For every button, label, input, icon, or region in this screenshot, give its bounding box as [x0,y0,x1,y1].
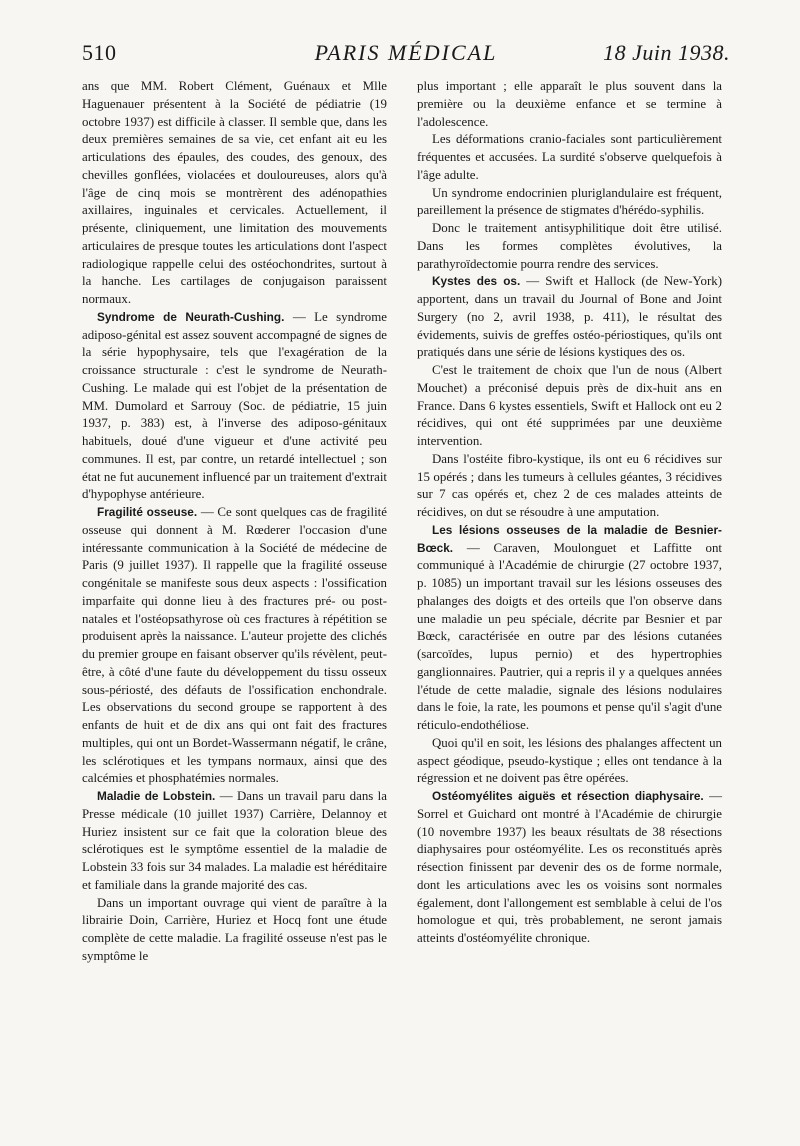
heading-kystes: Kystes des os. [432,274,521,289]
paragraph-lobstein: — Dans un travail paru dans la Presse médicale (10 juillet 1937) Carrière, Delannoy et Huriez insistent sur ce fait que la coloration bleue des sclérotiques est le symptôme essentiel de la maladie de Lobstein 33 fois sur 34 malades. La maladie est héréditaire et familiale dans la grande majorité des cas. [82,789,387,892]
section-osteomyelites [417,788,722,948]
heading-osteomyelites: Ostéomyélites aiguës et résection diaphysaire. [432,789,704,803]
heading-besnier-boeck: Les lésions osseuses de la maladie de Besnier-Bœck. [417,522,722,555]
paragraph-osteite: Dans l'ostéite fibro-kystique, ils ont eu 6 récidives sur 15 opérés ; dans les tumeurs à cellules géantes, 3 récidives sur 7 cas opérés et, chez 2 de ces malades atteints de récidives, on dut se résoudre à une amputation. [417,451,722,519]
paragraph-fragilite-osseuse: — Ce sont quelques cas de fragilité osseuse qui donnent à M. Rœderer l'occasion d'une intéressante communication à la Société de médecine de Paris (9 juillet 1937). Il rappelle que la fragilité osseuse congénitale se manifeste sous deux aspects : l'ossification imparfaite qui donne lieu à des fractures pré- ou post-natales et l'ostéopsathyrose où ces fractures à répétition se produisent après la naissance. L'auteur projette des clichés du premier groupe en faisant observer qu'ils révèlent, peut-être, à côté d'une faute du développement du tissu osseux sous-périosté, des défauts de l'ossification enchondrale. Les observations du second groupe se rapportent à des enfants de huit et de dix ans qui ont fait des fractures multiples, qui ont un Bordet-Wassermann négatif, le crâne, les sclérotiques et les tympans normaux, ainsi que des calcémies et phosphatémies normales. [82,505,387,786]
paragraph-continuation: ans que MM. Robert Clément, Guénaux et Mlle Haguenauer présentent à la Société de pédiatrie (19 octobre 1937) est difficile à classer. Il semble que, dans les deux premières semaines de sa vie, cet enfant ait eu les articulations des épaules, des coudes, des genoux, des chevilles gonflées, violacées et douloureuses, alors qu'à l'âge de cinq mois se montrèrent des adénopathies axillaires, inguinales et cervicales. Actuellement, il présente, cliniquement, une limitation des mouvements articulaires de presque toutes les articulations dont l'aspect radiologique rappelle celui des ostéochondrites, surtout à la hanche. Les cartilages de conjugaison paraissent normaux. [82,79,387,306]
section-neurath-cushing [82,309,387,504]
page-number: 510 [82,40,117,65]
heading-neurath-cushing: Syndrome de Neurath-Cushing. [97,309,285,324]
heading-lobstein: Maladie de Lobstein. [97,789,216,803]
paragraph-besnier-boeck: — Caraven, Moulonguet et Laffitte ont communiqué à l'Académie de chirurgie (27 octobre 1937, p. 1085) un important travail sur les lésions osseuses des phalanges des doigts et des orteils que l'on observe dans une maladie un peu spéciale, décrite par Besnier et par Bœck, caractérisée en outre par des lésions cutanées (sarcoïdes, lupus pernio) et des hypertrophies ganglionnaires. Pautrier, qui a repris il y a quelques années l'étude de cette maladie, signale des lésions nodulaires dans le foie, la rate, les poumons et pense qu'il s'agit d'une réticulo-endothéliose. [417,540,722,732]
section-fragilite-osseuse [82,504,387,788]
paragraph-kystes: — Swift et Hallock (de New-York) apportent, dans un travail du Journal of Bone and Joint Surgery (no 2, avril 1938, p. 411), le résultat des évidements, suivis de greffes ostéo-périostiques, qu'ils ont pratiqués dans une série de lésions kystiques des os. [417,274,722,360]
heading-fragilite-osseuse: Fragilité osseuse. [97,505,198,519]
journal-title: PARIS MÉDICAL [314,40,498,65]
paragraph-traitement-choix: C'est le traitement de choix que l'un de nous (Albert Mouchet) a préconisé depuis près de dix-huit ans en France. Dans 6 kystes essentiels, Swift et Hallock ont eu 2 récidives, qui ont été supprimées par une deuxième intervention. [417,363,722,448]
paragraph-ouvrage: Dans un important ouvrage qui vient de paraître à la librairie Doin, Carrière, Huriez et Hocq font une étude complète de cette maladie. La fragilité osseuse n'est pas le symptôme le [82,895,387,963]
section-besnier-boeck [417,522,722,735]
paragraph-deformations: Les déformations cranio-faciales sont particulièrement fréquentes et accusées. La surdité s'observe quelquefois à l'âge adulte. [417,132,722,182]
page-header [82,40,730,74]
section-lobstein [82,788,387,895]
section-kystes [417,273,722,362]
paragraph-quoi-quil: Quoi qu'il en soit, les lésions des phalanges affectent un aspect géodique, pseudo-kystique ; elles ont tendance à la régression et ne doivent pas être opérées. [417,735,722,786]
paragraph-neurath-cushing: — Le syndrome adiposo-génital est assez souvent accompagné de signes de la série hypophysaire, tels que l'exagération de la croissance structurale : c'est le syndrome de Neurath-Cushing. Le malade qui est l'objet de la présentation de MM. Dumolard et Sarrouy (Soc. de pédiatrie, 15 juin 1937, p. 383) est, à l'inverse des adiposo-génitaux habituels, doué d'une vigueur et d'une activité peu communes. Il est, par contre, un retardé intellectuel ; son état ne fut aucunement influencé par un traitement d'extrait d'hypophyse antérieure. [82,309,387,502]
paragraph-syndrome-endocrinien: Un syndrome endocrinien pluriglandulaire est fréquent, pareillement la présence de stigmates d'hérédo-syphilis. [417,185,722,218]
paragraph-traitement: Donc le traitement antisyphilitique doit être utilisé. Dans les formes complètes évolutives, la parathyroïdectomie pourra rendre des services. [417,221,722,271]
paragraph-continuation-right: plus important ; elle apparaît le plus souvent dans la première ou la deuxième enfance et se termine à l'adolescence. [417,79,722,129]
right-column [417,78,722,948]
issue-date: 18 Juin 1938. [603,40,730,65]
left-column [82,78,387,966]
paragraph-osteomyelites: — Sorrel et Guichard ont montré à l'Académie de chirurgie (10 novembre 1937) les beaux résultats de 38 résections diaphysaires pour ostéomyélite. Les os reconstitués après résection finissent par devenir des os de forme normale, dont les articulations avec les os voisins sont normales également, dont l'allongement est semblable à celui de l'os homologue et qui, très probablement, ne seront jamais atteints d'ostéomyélite chronique. [417,789,722,945]
